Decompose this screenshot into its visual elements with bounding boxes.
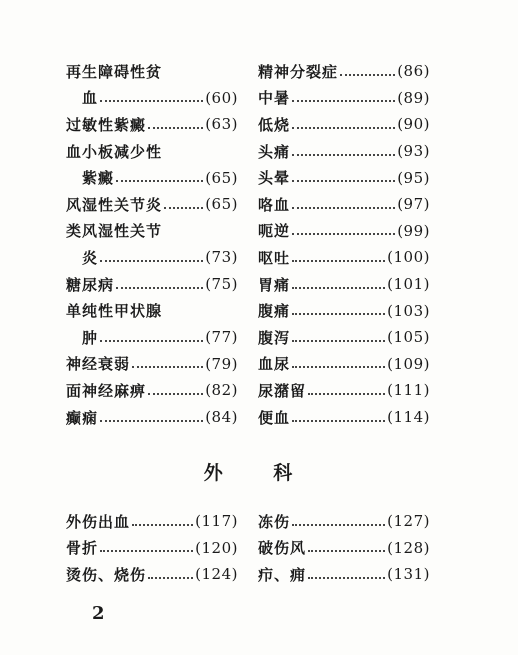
dot-leader [292, 339, 385, 342]
toc-entry-title: 糖尿病 [66, 275, 115, 294]
toc-entry-page: (75) [205, 275, 238, 294]
toc-entry [258, 85, 430, 112]
toc-entry [258, 297, 430, 324]
toc-entry [66, 297, 238, 324]
toc-entry-title: 胃痛 [258, 275, 291, 294]
toc-entry-page: (82) [205, 381, 238, 400]
toc-entry [258, 535, 430, 562]
toc-entry [258, 351, 430, 378]
toc-entry-title: 尿潴留 [258, 381, 307, 400]
toc-entry [66, 111, 238, 138]
toc-entry-page: (127) [387, 512, 430, 531]
dot-leader [100, 339, 203, 342]
toc-entry-title: 血 [82, 89, 99, 108]
toc-entry-title: 腹痛 [258, 302, 291, 321]
toc-entry [258, 244, 430, 271]
toc-entry-page: (105) [387, 328, 430, 347]
toc-entry-page: (120) [195, 538, 238, 557]
toc-entry-title: 破伤风 [258, 539, 307, 558]
dot-leader [340, 73, 395, 76]
toc-entry-title: 低烧 [258, 115, 291, 134]
dot-leader [292, 126, 395, 129]
toc-entry-title: 精神分裂症 [258, 62, 339, 81]
toc-entry [258, 377, 430, 404]
dot-leader [292, 206, 395, 209]
toc-entry-page: (60) [205, 88, 238, 107]
toc-entry [66, 218, 238, 245]
toc-entry-page: (97) [397, 195, 430, 214]
toc-entry-page: (114) [387, 408, 430, 427]
toc-entry [66, 535, 238, 562]
toc-entry-title: 外伤出血 [66, 512, 131, 531]
dot-leader [100, 99, 203, 102]
toc-entry-page: (131) [387, 565, 430, 584]
toc-entry [258, 164, 430, 191]
toc-entry-title: 冻伤 [258, 512, 291, 531]
toc-entry-title: 癫痫 [66, 408, 99, 427]
toc-entry-title: 咯血 [258, 195, 291, 214]
toc-entry [66, 404, 238, 431]
toc-entry-title: 再生障碍性贫 [66, 62, 163, 81]
toc-entry-page: (103) [387, 301, 430, 320]
toc-entry-page: (89) [397, 88, 430, 107]
toc-entry [66, 508, 238, 535]
dot-leader [116, 179, 203, 182]
dot-leader [164, 206, 203, 209]
dot-leader [292, 523, 385, 526]
toc-entry-title: 头痛 [258, 142, 291, 161]
dot-leader [292, 286, 385, 289]
toc-entry [258, 218, 430, 245]
toc-entry [258, 191, 430, 218]
toc-entry [66, 138, 238, 165]
toc-column-left-surgery [66, 508, 238, 588]
page-number: 2 [92, 603, 105, 624]
toc-entry-title: 风湿性关节炎 [66, 195, 163, 214]
toc-entry-title: 骨折 [66, 539, 99, 558]
toc-entry-title: 呕吐 [258, 248, 291, 267]
toc-entry-title: 中暑 [258, 89, 291, 108]
toc-entry-page: (65) [205, 168, 238, 187]
toc-entry-page: (93) [397, 142, 430, 161]
toc-entry-title: 便血 [258, 408, 291, 427]
toc-entry-page: (77) [205, 328, 238, 347]
toc-entry [66, 244, 238, 271]
toc-entry [66, 164, 238, 191]
dot-leader [100, 549, 193, 552]
dot-leader [116, 286, 203, 289]
toc-entry-page: (90) [397, 115, 430, 134]
toc-entry [258, 58, 430, 85]
toc-entry [258, 271, 430, 298]
dot-leader [148, 392, 203, 395]
toc-entry [258, 111, 430, 138]
toc-entry-title: 肿 [82, 328, 99, 347]
toc-entry-page: (86) [397, 62, 430, 81]
toc-entry-page: (109) [387, 354, 430, 373]
toc-entry [258, 138, 430, 165]
toc-entry-title: 腹泻 [258, 328, 291, 347]
toc-entry-title: 呃逆 [258, 222, 291, 241]
dot-leader [308, 549, 385, 552]
toc-entry-title: 疖、痈 [258, 565, 307, 584]
toc-column-right-surgery [258, 508, 430, 588]
toc-entry-page: (84) [205, 408, 238, 427]
toc-entry-page: (117) [195, 512, 238, 531]
dot-leader [308, 392, 385, 395]
toc-entry [66, 58, 238, 85]
toc-entry [258, 508, 430, 535]
dot-leader [100, 259, 203, 262]
dot-leader [132, 365, 203, 368]
toc-entry-title: 头晕 [258, 169, 291, 188]
dot-leader [292, 232, 395, 235]
toc-entry-page: (63) [205, 115, 238, 134]
toc-column-left [66, 58, 238, 430]
toc-entry-title: 类风湿性关节 [66, 222, 163, 241]
toc-entry [66, 191, 238, 218]
toc-entry [66, 351, 238, 378]
dot-leader [292, 153, 395, 156]
toc-entry-title: 血尿 [258, 355, 291, 374]
toc-entry-title: 过敏性紫癜 [66, 115, 147, 134]
dot-leader [292, 312, 385, 315]
section-title: 外 科 [203, 462, 315, 484]
toc-entry [66, 85, 238, 112]
toc-entry-title: 面神经麻痹 [66, 381, 147, 400]
toc-entry [66, 377, 238, 404]
toc-entry-title: 血小板减少性 [66, 142, 163, 161]
toc-entry-title: 烫伤、烧伤 [66, 565, 147, 584]
toc-column-right [258, 58, 430, 430]
toc-entry-page: (79) [205, 354, 238, 373]
toc-entry-page: (95) [397, 168, 430, 187]
toc-entry-page: (101) [387, 275, 430, 294]
toc-entry-title: 炎 [82, 248, 99, 267]
toc-entry-title: 神经衰弱 [66, 355, 131, 374]
dot-leader [292, 99, 395, 102]
toc-entry [66, 561, 238, 588]
toc-entry [258, 561, 430, 588]
toc-entry-page: (111) [387, 381, 430, 400]
toc-entry-page: (65) [205, 195, 238, 214]
dot-leader [148, 576, 193, 579]
toc-entry-page: (73) [205, 248, 238, 267]
toc-entry-page: (128) [387, 538, 430, 557]
dot-leader [148, 126, 203, 129]
dot-leader [292, 179, 395, 182]
dot-leader [292, 365, 385, 368]
dot-leader [292, 419, 385, 422]
toc-entry [258, 404, 430, 431]
toc-entry-page: (100) [387, 248, 430, 267]
dot-leader [292, 259, 385, 262]
toc-entry-page: (124) [195, 565, 238, 584]
toc-entry-page: (99) [397, 221, 430, 240]
dot-leader [132, 523, 193, 526]
toc-entry [258, 324, 430, 351]
toc-entry [66, 271, 238, 298]
toc-entry [66, 324, 238, 351]
toc-entry-title: 紫癜 [82, 169, 115, 188]
toc-entry-title: 单纯性甲状腺 [66, 302, 163, 321]
dot-leader [100, 419, 203, 422]
dot-leader [308, 576, 385, 579]
